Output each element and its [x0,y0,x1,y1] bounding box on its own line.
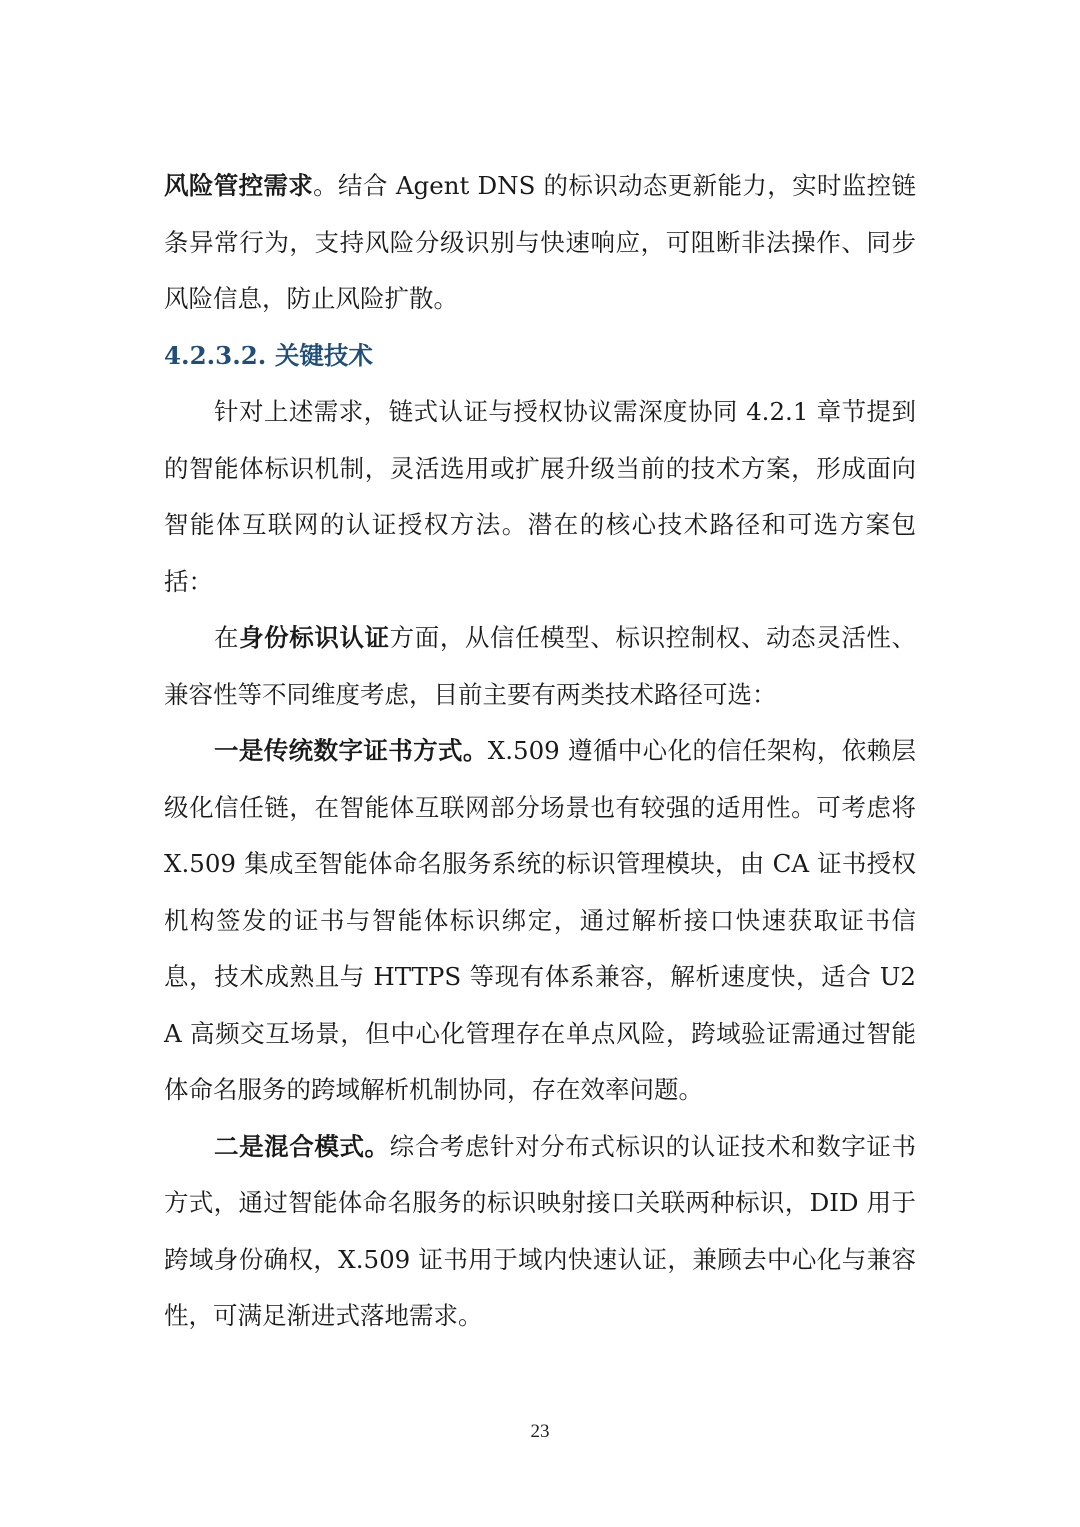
section-heading: 4.2.3.2. 关键技术 [164,340,373,370]
paragraph-digital-certificate [164,723,916,1119]
paragraph-text: 综合考虑针对分布式标识的认证技术和数字证书方式，通过智能体命名服务的标识映射接口关联两种标识，DID 用于跨域身份确权，X.509 证书用于域内快速认证，兼顾去中心化与兼容性，可满足渐进式落地需求。 [164,1131,917,1330]
bold-lead-risk-control: 风险管控需求 [164,171,314,200]
paragraph-text: 方面，从信任模型、标识控制权、动态灵活性、兼容性等不同维度考虑，目前主要有两类技术路径可选： [164,623,917,709]
paragraph-text: 。结合 Agent DNS 的标识动态更新能力，实时监控链条异常行为，支持风险分级识别与快速响应，可阻断非法操作、同步风险信息，防止风险扩散。 [164,171,916,313]
paragraph-text: X.509 遵循中心化的信任架构，依赖层级化信任链，在智能体互联网部分场景也有较强的适用性。可考虑将 X.509 集成至智能体命名服务系统的标识管理模块，由 CA 证书授权机构签发的证书与智能体标识绑定，通过解析接口快速获取证书信息，技术成熟且与 HTTPS 等现有体系兼容，解析速度快，适合 U2A 高频交互场景，但中心化管理存在单点风险，跨域验证需通过智能体命名服务的跨域解析机制协同，存在效率问题。 [164,736,917,1104]
bold-term-identity-auth: 身份标识认证 [239,623,390,652]
paragraph-intro: 针对上述需求，链式认证与授权协议需深度协同 4.2.1 章节提到的智能体标识机制，灵活选用或扩展升级当前的技术方案，形成面向智能体互联网的认证授权方法。潜在的核心技术路径和可选方案包括： [164,397,916,596]
paragraph-prefix: 在 [214,623,240,652]
document-body [164,158,916,1345]
paragraph-hybrid-mode [164,1119,916,1345]
paragraph-identity-auth [164,610,916,723]
bold-lead-digital-certificate: 一是传统数字证书方式。 [214,736,488,765]
bold-lead-hybrid-mode: 二是混合模式。 [214,1131,390,1161]
paragraph-risk-control [164,158,916,328]
page-number: 23 [530,1421,550,1442]
